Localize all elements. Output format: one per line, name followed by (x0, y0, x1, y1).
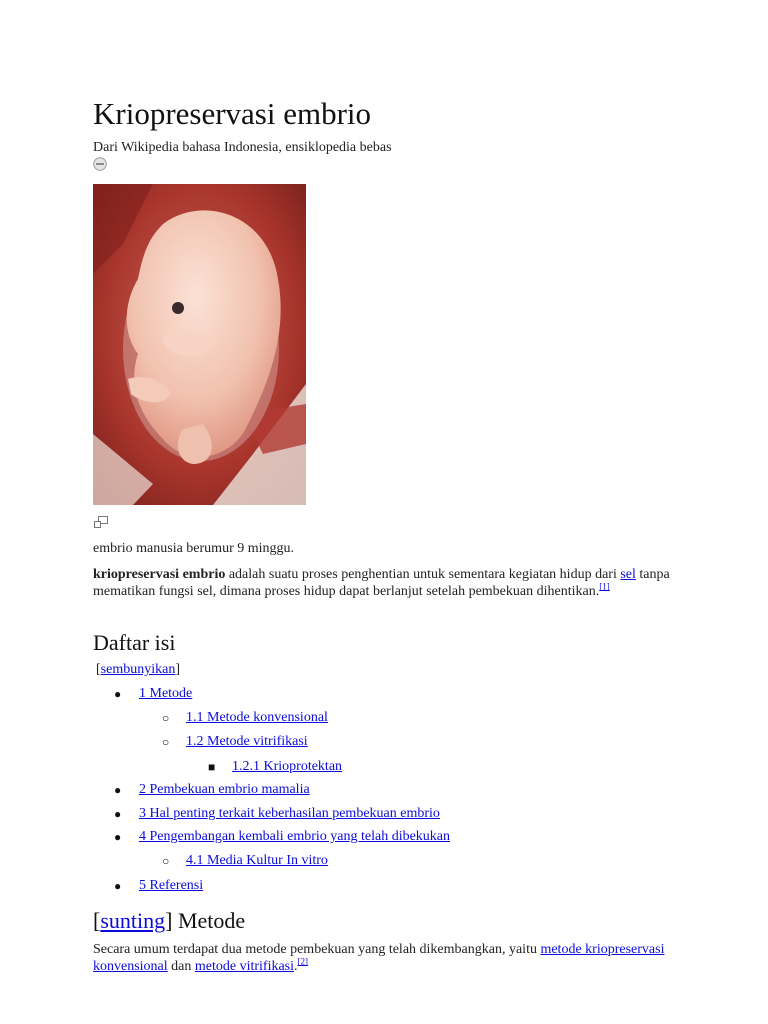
toc-title: Daftar isi (93, 630, 176, 655)
toc-link[interactable]: 1.2 Metode vitrifikasi (186, 734, 308, 749)
toc-link[interactable]: 2 Pembekuan embrio mamalia (139, 782, 310, 797)
metode-text-1: Secara umum terdapat dua metode pembekuan yang telah dikembangkan, yaitu (93, 942, 541, 957)
toc-link[interactable]: 1.1 Metode konvensional (186, 710, 328, 725)
ref-link-1[interactable]: [1] (599, 581, 610, 592)
edit-bracket-close: ] (165, 908, 173, 933)
toc-item-1-2-1[interactable] (208, 759, 343, 775)
link-metode-konvensional[interactable]: metode kriopreservasi konvensional (93, 942, 665, 974)
embryo-photo[interactable] (93, 184, 306, 505)
enlarge-icon[interactable] (94, 516, 108, 528)
intro-text-1: adalah suatu proses penghentian untuk sementara kegiatan hidup dari (225, 567, 621, 582)
audio-icon[interactable] (93, 157, 107, 171)
bullet-disc-icon: ● (114, 879, 122, 893)
bullet-disc-icon: ● (114, 687, 122, 701)
image-caption: embrio manusia berumur 9 minggu. (93, 541, 295, 556)
toc-item-3[interactable] (114, 806, 440, 822)
link-sel[interactable]: sel (620, 567, 636, 582)
metode-text-2: dan (167, 959, 195, 974)
toc-link[interactable]: 4.1 Media Kultur In vitro (186, 853, 328, 868)
bullet-square-icon: ■ (208, 760, 216, 774)
toc-hide-link[interactable]: sembunyikan (100, 662, 176, 677)
section-title: Metode (172, 908, 246, 933)
link-metode-vitrifikasi[interactable]: metode vitrifikasi (194, 959, 295, 974)
metode-text-3: . (294, 959, 298, 974)
toc-item-1[interactable] (114, 686, 193, 702)
toc-link[interactable]: 4 Pengembangan kembali embrio yang telah dibekukan (139, 829, 451, 844)
toc-link[interactable]: 5 Referensi (139, 878, 204, 893)
toc-toggle (96, 662, 180, 678)
bullet-circle-icon: ○ (162, 711, 170, 725)
page-title: Kriopreservasi embrio (93, 96, 372, 131)
ref-link-2[interactable]: [2] (297, 956, 309, 967)
toc-item-4-1[interactable] (162, 853, 328, 869)
toc-link[interactable]: 3 Hal penting terkait keberhasilan pembekuan embrio (139, 806, 440, 821)
toc-link[interactable]: 1 Metode (139, 686, 193, 701)
toc-item-1-1[interactable] (162, 710, 328, 726)
bullet-circle-icon: ○ (162, 854, 170, 868)
bullet-disc-icon: ● (114, 783, 122, 797)
toc-link[interactable]: 1.2.1 Krioprotektan (232, 759, 343, 774)
bullet-circle-icon: ○ (162, 735, 170, 749)
toc-item-1-2[interactable] (162, 734, 308, 750)
edit-section-link[interactable]: sunting (100, 908, 166, 933)
toc-item-2[interactable] (114, 782, 310, 798)
toc-item-5[interactable] (114, 878, 204, 894)
toc-toggle-open: [ (96, 662, 101, 677)
metode-paragraph (93, 941, 693, 975)
bold-term: kriopreservasi embrio (93, 567, 226, 582)
site-tagline: Dari Wikipedia bahasa Indonesia, ensiklopedia bebas (93, 140, 392, 155)
edit-bracket-open: [ (93, 908, 101, 933)
toc-toggle-close: ] (175, 662, 180, 677)
bullet-disc-icon: ● (114, 830, 122, 844)
section-heading-metode (93, 908, 245, 934)
bullet-disc-icon: ● (114, 807, 122, 821)
intro-paragraph (93, 566, 693, 600)
intro-text-2: tanpa mematikan fungsi sel, dimana proses hidup dapat berlanjut setelah pembekuan dihentikan. (93, 567, 670, 599)
toc-item-4[interactable] (114, 829, 451, 845)
